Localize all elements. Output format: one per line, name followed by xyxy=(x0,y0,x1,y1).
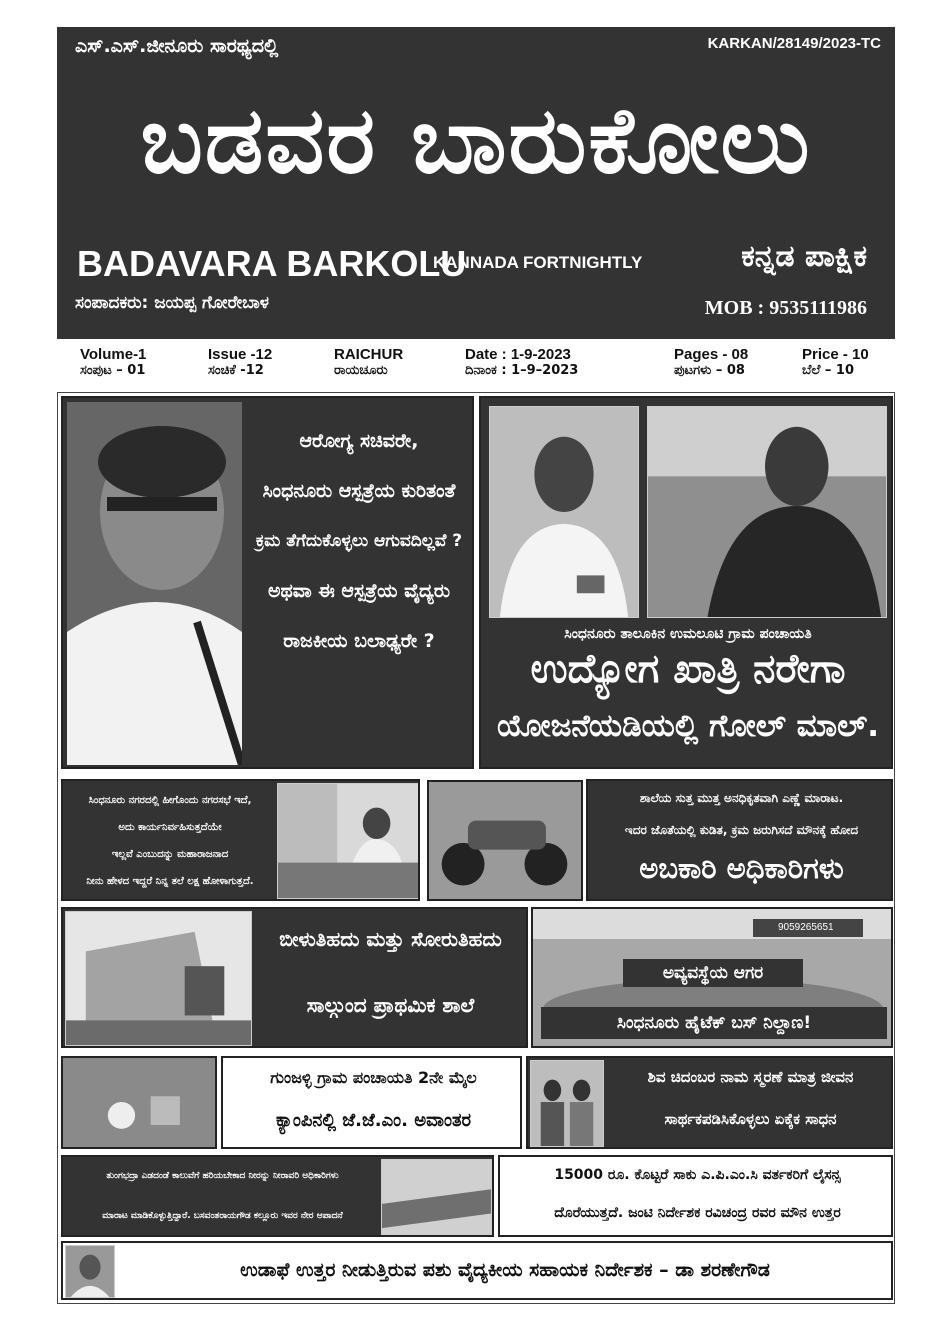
newspaper-title: ಬಡವರ ಬಾರುಕೋಲು xyxy=(140,87,812,194)
person-photo-right xyxy=(647,406,887,618)
story-shiva xyxy=(526,1056,893,1149)
info-pages: Pages - 08 ಪುಟಗಳು – 08 xyxy=(674,346,749,378)
info-volume: Volume-1 ಸಂಪುಟ – 01 xyxy=(80,346,147,378)
bus-stand-sign: 9059265651 xyxy=(778,922,834,933)
school-line-2: ಸಾಲ್ಗುಂದ ಪ್ರಾಥಮಿಕ ಶಾಲೆ xyxy=(306,993,475,1017)
apmc-line-2: ದೊರೆಯುತ್ತದೆ. ಜಂಟಿ ನಿರ್ದೇಶಕ ರವಿಚಂದ್ರ ರವರ ಮೌನ ಉತ್ತರ xyxy=(554,1205,841,1221)
bus-stand-line-2: ಸಿಂಧನೂರು ಹೈಟೆಕ್ ಬಸ್ ನಿಲ್ದಾಣ! xyxy=(541,1007,887,1039)
tungabhadra-line-1: ತುಂಗಭದ್ರಾ ಎಡದಂಡೆ ಕಾಲುವೆಗೆ ಹರಿಯಬೇಕಾದ ನೀರನ್ನು ನೀರಾವರಿ ಅಧಿಕಾರಿಗಳು xyxy=(106,1171,339,1181)
nrega-headline-1: ಉದ್ಯೋಗ ಖಾತ್ರಿ ನರೇಗಾ xyxy=(530,646,846,692)
editor-line: ಸಂಪಾದಕರು: ಜಯಪ್ಪ ಗೋರೇಬಾಳ xyxy=(75,293,269,313)
story-excise xyxy=(586,779,893,901)
motorbike-photo xyxy=(427,780,583,901)
school-line-1: ಬೀಳುತಿಹದು ಮತ್ತು ಸೋರುತಿಹದು xyxy=(279,927,502,951)
info-issue: Issue -12 ಸಂಚಿಕೆ -12 xyxy=(208,346,273,378)
newspaper-english-title: BADAVARA BARKOLU xyxy=(77,243,467,284)
jjm-line-2: ಕ್ಯಾಂಪಿನಲ್ಲಿ ಜೆ.ಜೆ.ಎಂ. ಅವಾಂತರ xyxy=(275,1110,472,1131)
nrega-headline-2: ಯೋಜನೆಯಡಿಯಲ್ಲಿ ಗೋಲ್ ಮಾಲ್. xyxy=(496,708,880,744)
excise-headline: ಅಬಕಾರಿ ಅಧಿಕಾರಿಗಳು xyxy=(639,851,844,885)
masthead xyxy=(57,27,895,339)
story-municipality xyxy=(61,779,420,901)
apmc-line-1: 15000 ರೂ. ಕೊಟ್ಟರೆ ಸಾಕು ಎ.ಪಿ.ಎಂ.ಸಿ ವರ್ತಕರಿಗೆ ಲೈಸನ್ಸ xyxy=(554,1167,841,1183)
info-date: Date : 1-9-2023 ದಿನಾಂಕ : 1–9–2023 xyxy=(465,346,579,378)
story-veterinary xyxy=(61,1241,893,1300)
jjm-photo xyxy=(61,1056,217,1149)
office-photo xyxy=(277,783,419,899)
devotees-photo xyxy=(530,1060,604,1147)
story-school xyxy=(61,907,528,1048)
masthead-subtitle: ಎಸ್.ಎಸ್.ಜೀನೂರು ಸಾರಥ್ಯದಲ್ಲಿ xyxy=(75,35,279,57)
shiva-line-2: ಸಾರ್ಥಕಪಡಿಸಿಕೊಳ್ಳಲು ಏಕೈಕ ಸಾಧನ xyxy=(664,1110,837,1128)
registration-number: KARKAN/28149/2023-TC xyxy=(707,35,881,52)
nrega-kicker: ಸಿಂಧನೂರು ತಾಲೂಕಿನ ಉಮಲೂಟಿ ಗ್ರಾಮ ಪಂಚಾಯತಿ xyxy=(564,626,812,642)
excise-line-2: ಇದರ ಜೊತೆಯಲ್ಲಿ ಕುಡಿತ, ಕ್ರಮ ಜರುಗಿಸದೆ ಮೌನಕ್ಕೆ ಹೋದ xyxy=(624,823,859,837)
canal-photo xyxy=(381,1159,492,1235)
kannada-frequency: ಕನ್ನಡ ಪಾಕ್ಷಿಕ xyxy=(741,239,867,274)
minister-headline: ಆರೋಗ್ಯ ಸಚಿವರೇ, ಸಿಂಧನೂರು ಆಸ್ಪತ್ರೆಯ ಕುರಿತಂತೆ ಕ್ರಮ ತೆಗೆದುಕೊಳ್ಳಲು ಆಗುವದಿಲ್ಲವೆ ? ಅಥವಾ ಈ ಆಸ್ಪತ್ರೆಯ ವೈದ್ಯರು ರಾಜಕೀಯ ಬಲಾಢ್ಯರೇ ? xyxy=(255,430,463,652)
shiva-line-1: ಶಿವ ಚಿದಂಬರ ನಾಮ ಸ್ಮರಣೆ ಮಾತ್ರ ಜೀವನ xyxy=(647,1068,854,1086)
story-tungabhadra xyxy=(61,1155,494,1237)
veterinary-headline: ಉಡಾಫೆ ಉತ್ತರ ನೀಡುತ್ತಿರುವ ಪಶು ವೈದ್ಯಕೀಯ ಸಹಾಯಕ ನಿರ್ದೇಶಕ – ಡಾ ಶರಣೇಗೌಡ xyxy=(240,1259,770,1281)
excise-line-1: ಶಾಲೆಯ ಸುತ್ತ ಮುತ್ತ ಅನಧಿಕೃತವಾಗಿ ಎಣ್ಣೆ ಮಾರಾಟ. xyxy=(639,791,844,805)
person-photo-left xyxy=(489,406,639,618)
info-place: RAICHUR ರಾಯಚೂರು xyxy=(334,346,404,378)
story-health-minister xyxy=(61,396,474,769)
school-photo xyxy=(65,911,252,1046)
story-nrega xyxy=(479,396,893,769)
tungabhadra-line-2: ಮಾರಾಟ ಮಾಡಿಕೊಳ್ಳುತ್ತಿದ್ದಾರೆ. ಬಸವಂತರಾಯಗೌಡ ಕಲ್ಲೂರು ಇವರ ನೇರ ಆಪಾದನೆ xyxy=(102,1211,343,1221)
mobile-number: MOB : 9535111986 xyxy=(704,297,867,319)
info-price: Price - 10 ಬೆಲೆ – 10 xyxy=(802,346,869,378)
municipality-text: ಸಿಂಧನೂರು ನಗರದಲ್ಲಿ ಹೀಗೊಂದು ನಗರಸಭೆ ಇದೆ, ಅದು ಕಾರ್ಯನಿರ್ವಹಿಸುತ್ತದೆಯೇ ಇಲ್ಲವೆ ಎಂಬುದನ್ನು ಮಹಾರಾಜನಾದ ನೀನು ಹೇಳದ ಇದ್ದರೆ ನಿನ್ನ ತಲೆ ಲಕ್ಷ ಹೋಳಾಗುತ್ತದೆ. xyxy=(86,795,254,887)
story-bus-stand xyxy=(531,907,893,1048)
minister-photo xyxy=(67,402,242,765)
story-apmc xyxy=(498,1155,893,1237)
story-jjm xyxy=(221,1056,522,1149)
frequency-label: KANNADA FORTNIGHTLY xyxy=(433,253,643,272)
bus-stand-line-1: ಅವ್ಯವಸ್ಥೆಯ ಆಗರ xyxy=(623,959,803,987)
doctor-photo xyxy=(65,1245,115,1298)
jjm-line-1: ಗುಂಜಳ್ಳಿ ಗ್ರಾಮ ಪಂಚಾಯತಿ 2ನೇ ಮೈಲ xyxy=(270,1068,477,1087)
